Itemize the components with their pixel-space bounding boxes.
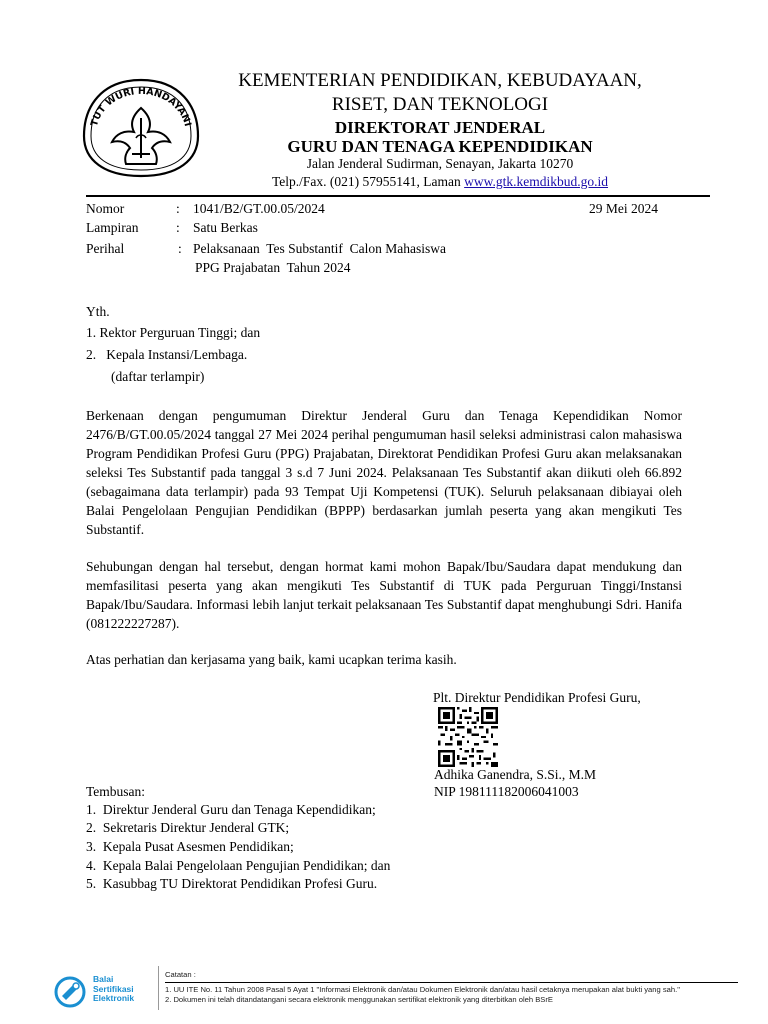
tembusan-label: Tembusan: <box>86 784 146 799</box>
lampiran-value: Satu Berkas <box>193 220 258 235</box>
directorate-line2: GURU DAN TENAGA KEPENDIDIKAN <box>287 137 593 156</box>
tembusan-item: 3. Kepala Pusat Asesmen Pendidikan; <box>86 839 294 854</box>
website-link[interactable]: www.gtk.kemdikbud.go.id <box>464 174 609 189</box>
tut-wuri-handayani-logo <box>80 78 202 178</box>
lampiran-colon: : <box>176 220 180 235</box>
bsre-logo-icon <box>52 974 92 1008</box>
bsre-line-3: Elektronik <box>93 993 135 1003</box>
svg-text:TUT WURI HANDAYANI: TUT WURI HANDAYANI <box>88 85 194 128</box>
body-paragraph-3: Atas perhatian dan kerjasama yang baik, kami ucapkan terima kasih. <box>86 652 457 667</box>
perihal-label: Perihal <box>86 241 125 256</box>
address: Jalan Jenderal Sudirman, Senayan, Jakarta 10270 <box>306 156 574 171</box>
tembusan-item: 2. Sekretaris Direktur Jenderal GTK; <box>86 820 290 835</box>
recipient-2: 2. Kepala Instansi/Lembaga. <box>86 347 248 362</box>
qr-code <box>438 707 498 767</box>
ministry-name-line1: KEMENTERIAN PENDIDIKAN, KEBUDAYAAN, <box>238 70 642 91</box>
recipient-1: 1. Rektor Perguruan Tinggi; dan <box>86 325 261 340</box>
signatory-nip: NIP 198111182006041003 <box>434 784 579 799</box>
tembusan-item: 4. Kepala Balai Pengelolaan Pengujian Pendidikan; dan <box>86 858 391 873</box>
catatan-rule <box>165 982 738 983</box>
bsre-line-1: Balai <box>93 974 114 984</box>
yth-label: Yth. <box>86 304 110 319</box>
nomor-value: 1041/B2/GT.00.05/2024 <box>193 201 325 216</box>
recipient-note: (daftar terlampir) <box>111 369 205 384</box>
tembusan-item: 5. Kasubbag TU Direktorat Pendidikan Profesi Guru. <box>86 876 378 891</box>
contact-line <box>190 174 690 190</box>
perihal-value-line1: Pelaksanaan Tes Substantif Calon Mahasiswa <box>193 241 447 256</box>
nomor-colon: : <box>176 201 180 216</box>
letter-date: 29 Mei 2024 <box>589 201 658 216</box>
signatory-title: Plt. Direktur Pendidikan Profesi Guru, <box>433 690 641 705</box>
bsre-line-2: Sertifikasi <box>93 983 134 994</box>
bsre-wordmark <box>93 975 134 1004</box>
footer-note-1: 1. UU ITE No. 11 Tahun 2008 Pasal 5 Ayat 1 "Informasi Elektronik dan/atau Dokumen Elektronik dan/atau hasil cetaknya merupakan alat bukti yang sah." <box>165 985 680 994</box>
footer-note-2: 2. Dokumen ini telah ditandatangani secara elektronik menggunakan sertifikat elektronik yang diterbitkan oleh BSrE <box>165 995 553 1004</box>
perihal-value-line2: PPG Prajabatan Tahun 2024 <box>195 260 351 275</box>
nomor-label: Nomor <box>86 201 125 216</box>
perihal-colon: : <box>178 241 182 256</box>
header-divider <box>86 195 710 197</box>
lampiran-label: Lampiran <box>86 220 139 235</box>
body-paragraph-1: Berkenaan dengan pengumuman Direktur Jenderal Guru dan Tenaga Kependidikan Nomor 2476/B/GT.00.05/2024 tanggal 27 Mei 2024 perihal pengumuman hasil seleksi administrasi calon mahasiswa Program Pendidikan Profesi Guru (PPG) Prajabatan, Direktorat Pendidikan Profesi Guru akan melaksanakan seleksi Tes Substantif pada tanggal 3 s.d 7 Juni 2024. Pelaksanaan Tes Substantif akan diikuti oleh 66.892 (sebagaimana data terlampir) pada 93 Tempat Uji Kompetensi (TUK). Seluruh pelaksanaan dibiayai oleh Balai Pengelolaan Pengujian Pendidikan (BPPP) berdasarkan jumlah peserta yang akan mengikuti Tes Substantif. <box>86 408 682 537</box>
footer-divider <box>158 966 159 1010</box>
ministry-name-line2: RISET, DAN TEKNOLOGI <box>331 94 549 115</box>
tembusan-item: 1. Direktur Jenderal Guru dan Tenaga Kependidikan; <box>86 802 376 817</box>
directorate-line1: DIREKTORAT JENDERAL <box>334 118 546 137</box>
body-paragraph-2: Sehubungan dengan hal tersebut, dengan hormat kami mohon Bapak/Ibu/Saudara dapat mendukung dan memfasilitasi peserta yang akan mengikuti Tes Substantif di TUK pada Perguruan Tinggi/Instansi Bapak/Ibu/Saudara. Informasi lebih lanjut terkait pelaksanaan Tes Substantif dapat menghubungi Sdri. Hanifa (081222227287). <box>86 559 682 631</box>
catatan-label: Catatan : <box>165 970 196 979</box>
signatory-name: Adhika Ganendra, S.Si., M.M <box>434 767 596 782</box>
contact-phone: Telp./Fax. (021) 57955141, Laman <box>271 174 465 189</box>
